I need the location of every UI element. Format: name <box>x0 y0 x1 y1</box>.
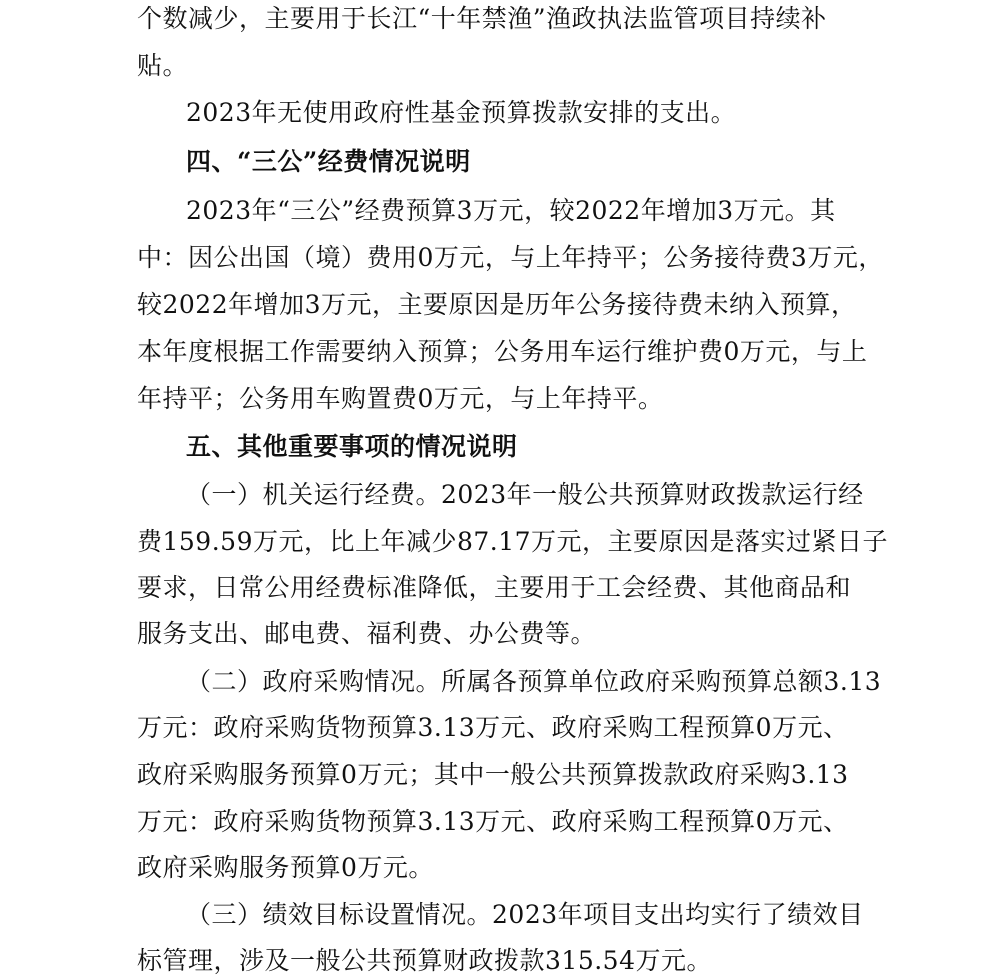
section-heading-three-public: 四、“三公”经费情况说明 <box>186 147 471 176</box>
text-line: （二）政府采购情况。所属各预算单位政府采购预算总额3.13 <box>186 667 882 696</box>
text-line: 个数减少，主要用于长江“十年禁渔”渔政执法监管项目持续补 <box>137 4 827 33</box>
section-heading-other-matters: 五、其他重要事项的情况说明 <box>186 432 518 461</box>
text-line: （三）绩效目标设置情况。2023年项目支出均实行了绩效目 <box>186 900 864 929</box>
text-line: 万元：政府采购货物预算3.13万元、政府采购工程预算0万元、 <box>137 807 849 836</box>
text-line: 中：因公出国（境）费用0万元，与上年持平；公务接待费3万元， <box>137 243 884 272</box>
text-line: 本年度根据工作需要纳入预算；公务用车运行维护费0万元，与上 <box>137 337 868 366</box>
text-line: 贴。 <box>137 51 189 80</box>
text-line: 较2022年增加3万元，主要原因是历年公务接待费未纳入预算， <box>137 290 857 319</box>
text-line: 2023年“三公”经费预算3万元，较2022年增加3万元。其 <box>186 196 836 225</box>
text-line: 服务支出、邮电费、福利费、办公费等。 <box>137 619 597 648</box>
text-line: （一）机关运行经费。2023年一般公共预算财政拨款运行经 <box>186 480 864 509</box>
text-line: 政府采购服务预算0万元；其中一般公共预算拨款政府采购3.13 <box>137 760 849 789</box>
text-line: 标管理，涉及一般公共预算财政拨款315.54万元。 <box>137 946 712 975</box>
text-line: 费159.59万元，比上年减少87.17万元，主要原因是落实过紧日子 <box>137 527 889 556</box>
text-line: 万元：政府采购货物预算3.13万元、政府采购工程预算0万元、 <box>137 713 849 742</box>
text-line: 2023年无使用政府性基金预算拨款安排的支出。 <box>186 98 737 127</box>
text-line: 政府采购服务预算0万元。 <box>137 853 434 882</box>
text-line: 要求，日常公用经费标准降低，主要用于工会经费、其他商品和 <box>137 573 852 602</box>
text-line: 年持平；公务用车购置费0万元，与上年持平。 <box>137 384 664 413</box>
